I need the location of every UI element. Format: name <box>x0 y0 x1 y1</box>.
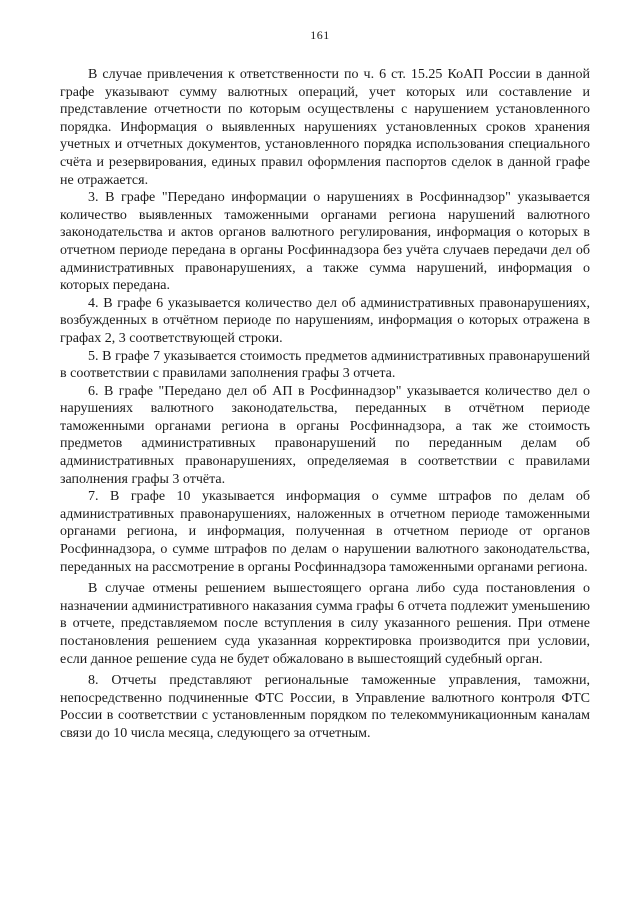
paragraph-item-4: 4. В графе 6 указывается количество дел об административных правонарушениях, возбужденных в отчётном периоде по нарушениям, информация о которых отражена в графах 2, 3 соответствующей строки. <box>60 295 590 346</box>
paragraph-item-8: 8. Отчеты представляют региональные таможенные управления, таможни, непосредственно подчиненные ФТС России, в Управление валютного контроля ФТС России в соответствии с установленным порядком по телекоммуникационным каналам связи до 10 числа месяца, следующего за отчетным. <box>60 673 590 741</box>
document-body <box>60 66 590 743</box>
paragraph-item-7: 7. В графе 10 указывается информация о сумме штрафов по делам об административных правонарушениях, наложенных в отчетном периоде таможенными органами региона, и информация, полученная в отчетном периоде от органов Росфиннадзора, о сумме штрафов по делам о нарушении валютного законодательства, переданных на рассмотрение в органы Росфиннадзора таможенными органами региона. <box>60 489 590 575</box>
paragraph-item-3: 3. В графе "Передано информации о нарушениях в Росфиннадзор" указывается количество выявленных таможенными органами региона нарушений валютного законодательства и актов органов валютного регулирования, информация о которых в отчетном периоде передана в органы Росфиннадзора без учёта случаев передачи дел об административных правонарушениях, а также сумма нарушений, информация о которых передана. <box>60 190 590 294</box>
paragraph-koap-violations: В случае привлечения к ответственности по ч. 6 ст. 15.25 КоАП России в данной графе указывают сумму валютных операций, учет которых или составление и представление отчетности по которым осуществлены с нарушением установленного порядка. Информация о выявленных нарушениях установленных сроков хранения учетных и отчетных документов, установленного порядка использования специального счёта и резервирования, единых правил оформления паспортов сделок в данной графе не отражается. <box>60 67 590 188</box>
paragraph-item-6: 6. В графе "Передано дел об АП в Росфиннадзор" указывается количество дел о нарушениях валютного законодательства, переданных в отчётном периоде таможенными органами региона в органы Росфиннадзора, а так же стоимость предметов административных правонарушений по переданным делам об административных правонарушениях, определяемая в соответствии с правилами заполнения графы 3 отчёта. <box>60 383 590 487</box>
paragraph-item-5: 5. В графе 7 указывается стоимость предметов административных правонарушений в соответствии с правилами заполнения графы 3 отчета. <box>60 348 590 382</box>
paragraph-cancellation: В случае отмены решением вышестоящего органа либо суда постановления о назначении административного наказания сумма графы 6 отчета подлежит уменьшению в отчете, представляемом после вступления в силу указанного решения. При отмене постановления решением суда указанная корректировка производится при условии, если данное решение суда не будет обжаловано в вышестоящий судебный орган. <box>60 581 590 667</box>
page-number: 161 <box>310 28 330 42</box>
